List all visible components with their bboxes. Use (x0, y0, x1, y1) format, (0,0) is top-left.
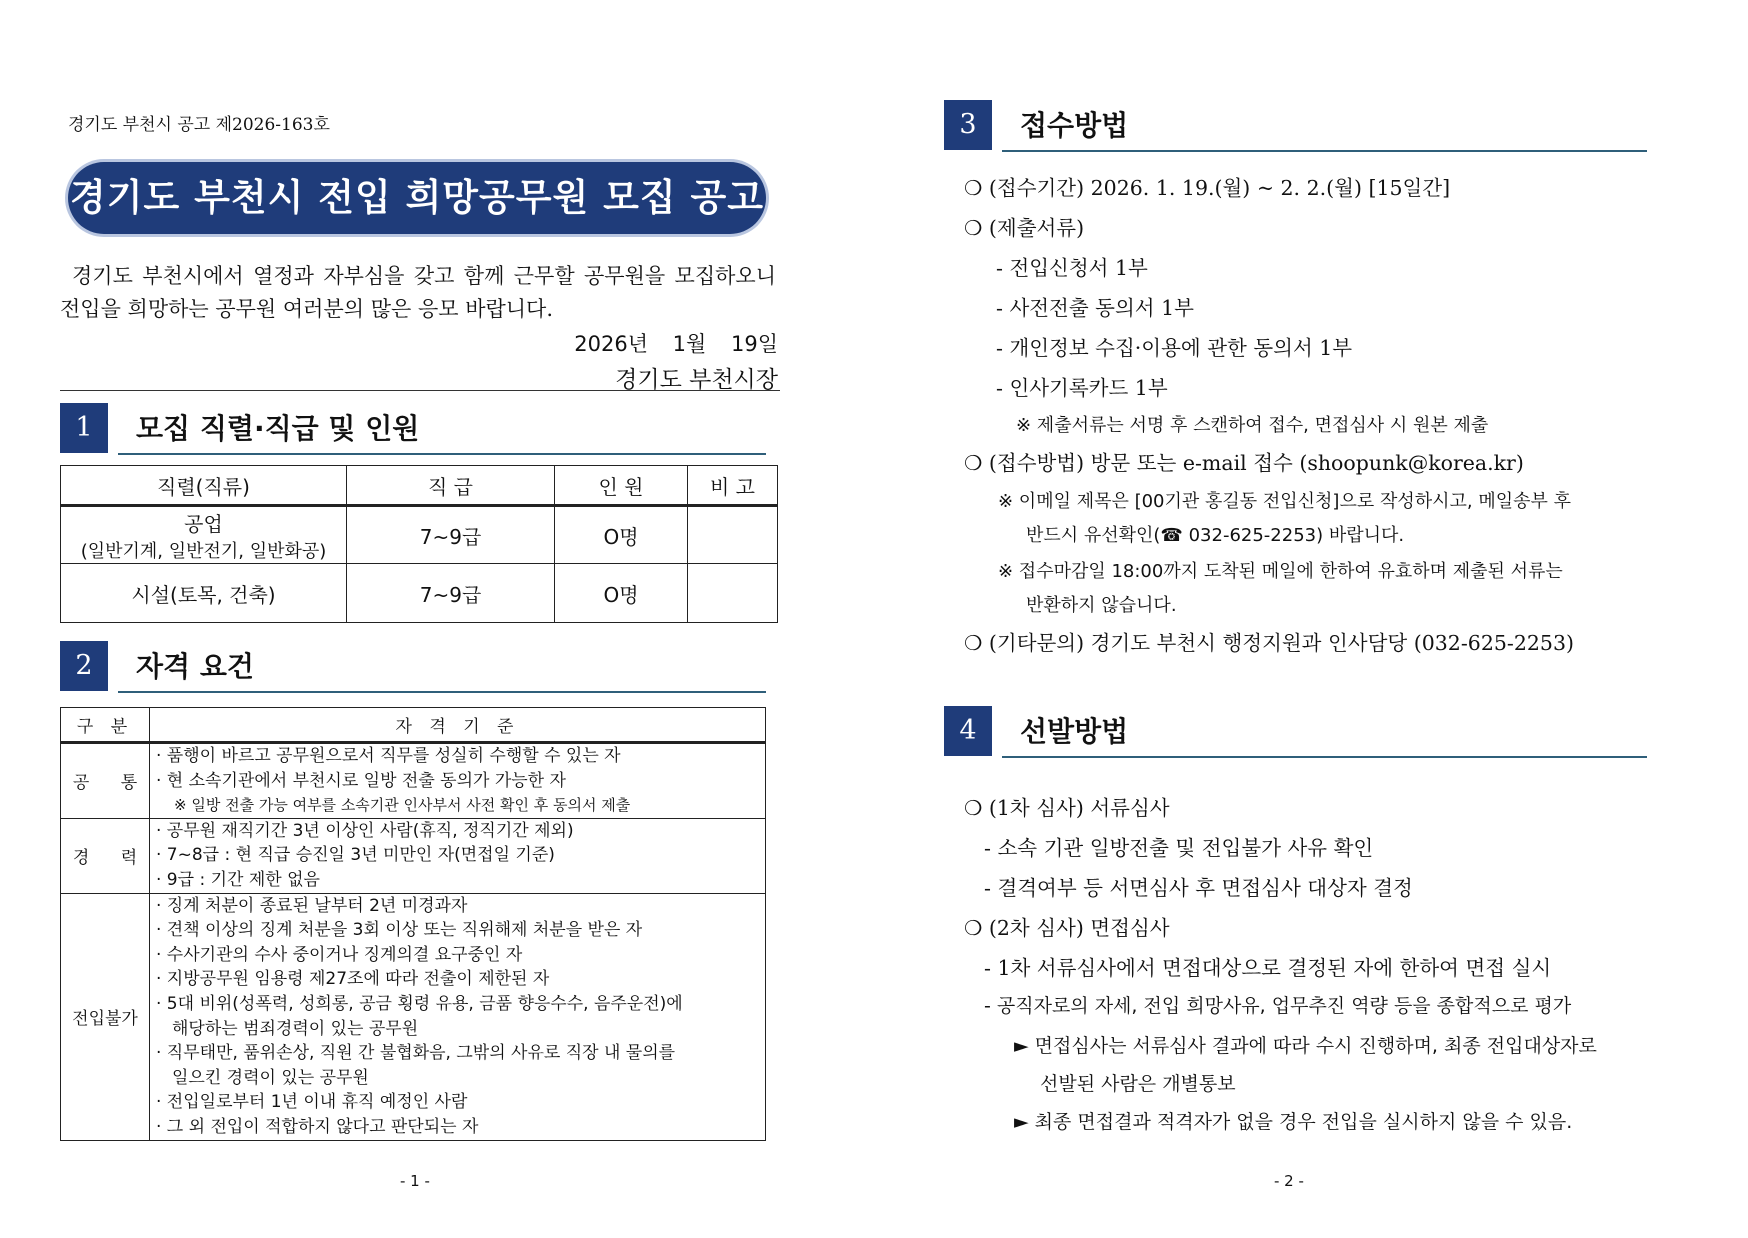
notice-date: 2026년 1월 19일 (574, 332, 778, 356)
page-1 (60, 0, 780, 1238)
table-cell (688, 506, 778, 564)
criteria-item: · 직무태만, 품위손상, 직원 간 불협화음, 그밖의 사유로 직장 내 물의를 (156, 1043, 676, 1064)
criteria-cell (150, 818, 766, 893)
method-line: ❍ (접수기간) 2026. 1. 19.(월) ~ 2. 2.(월) [15일간] (964, 176, 1451, 200)
section-title: 모집 직렬·직급 및 인원 (136, 412, 420, 445)
section-title: 접수방법 (1020, 109, 1129, 142)
method-line: - 전입신청서 1부 (996, 256, 1148, 280)
table-row (61, 506, 778, 564)
table-header: 직렬(직류) (61, 466, 347, 506)
title-banner: 경기도 부천시 전입 희망공무원 모집 공고 (68, 162, 766, 234)
table-header: 직 급 (347, 466, 555, 506)
table-cell: O명 (555, 506, 688, 564)
page-number: - 1 - (400, 1172, 430, 1190)
section-1-heading (60, 403, 766, 455)
criteria-item: · 전입일로부터 1년 이내 휴직 예정인 사람 (156, 1092, 468, 1113)
section-number: 3 (944, 100, 992, 150)
selection-line: - 소속 기관 일방전출 및 전입불가 사유 확인 (984, 836, 1374, 860)
table-header: 자 격 기 준 (150, 708, 766, 743)
criteria-item: · 9급 : 기간 제한 없음 (156, 869, 320, 890)
table-cell: O명 (555, 564, 688, 623)
page-2 (944, 0, 1674, 1238)
criteria-cell (150, 893, 766, 1140)
table-row (61, 818, 766, 893)
criteria-item: · 그 외 전입이 적합하지 않다고 판단되는 자 (156, 1116, 479, 1137)
table-cell: 시설(토목, 건축) (61, 564, 347, 623)
table-cell: 7~9급 (347, 506, 555, 564)
notice-number: 경기도 부천시 공고 제2026-163호 (68, 115, 330, 135)
criteria-item: 해당하는 범죄경력이 있는 공무원 (172, 1018, 419, 1039)
method-note: ※ 제출서류는 서명 후 스캔하여 접수, 면접심사 시 원본 제출 (1016, 415, 1489, 436)
criteria-cell (150, 743, 766, 819)
recruitment-table (60, 465, 778, 623)
series-name: 공업 (184, 511, 223, 536)
method-line: - 사전전출 동의서 1부 (996, 296, 1194, 320)
table-cell (688, 564, 778, 623)
selection-line: - 결격여부 등 서면심사 후 면접심사 대상자 결정 (984, 876, 1413, 900)
criteria-item: · 7~8급 : 현 직급 승진일 3년 미만인 자(면접일 기준) (156, 845, 555, 866)
table-cell: 7~9급 (347, 564, 555, 623)
series-sub: (일반기계, 일반전기, 일반화공) (80, 540, 327, 562)
criteria-item: · 견책 이상의 징계 처분을 3회 이상 또는 직위해제 처분을 받은 자 (156, 920, 643, 941)
category-cell: 경 력 (61, 818, 150, 893)
selection-note: 선발된 사람은 개별통보 (1040, 1073, 1236, 1095)
method-line: - 인사기록카드 1부 (996, 376, 1168, 400)
criteria-item: · 공무원 재직기간 3년 이상인 사람(휴직, 정직기간 제외) (156, 820, 574, 841)
criteria-item: · 현 소속기관에서 부천시로 일방 전출 동의가 가능한 자 (156, 770, 566, 791)
method-line: ❍ (접수방법) 방문 또는 e-mail 접수 (shoopunk@korea.kr) (964, 451, 1524, 475)
method-note: 반드시 유선확인(☎ 032-625-2253) 바랍니다. (1026, 525, 1405, 546)
section-underline (118, 453, 766, 455)
selection-line: - 공직자로의 자세, 전입 희망사유, 업무추진 역량 등을 종합적으로 평가 (984, 995, 1572, 1017)
qualification-table (60, 707, 766, 1141)
criteria-note: ※ 일방 전출 가능 여부를 소속기관 인사부서 사전 확인 후 동의서 제출 (174, 796, 631, 815)
intro-paragraph: 경기도 부천시에서 열정과 자부심을 갖고 함께 근무할 공무원을 모집하오니 전입을 희망하는 공무원 여러분의 많은 응모 바랍니다. (60, 264, 776, 321)
selection-note: ► 최종 면접결과 적격자가 없을 경우 전입을 실시하지 않을 수 있음. (1014, 1111, 1573, 1133)
divider (60, 390, 780, 391)
criteria-item: · 품행이 바르고 공무원으로서 직무를 성실히 수행할 수 있는 자 (156, 746, 621, 766)
category-cell: 전입불가 (61, 893, 150, 1140)
section-underline (1002, 756, 1647, 758)
table-row (61, 743, 766, 819)
criteria-item: · 5대 비위(성폭력, 성희롱, 공금 횡령 유용, 금품 향응수수, 음주운전)에 (156, 993, 683, 1014)
section-number: 1 (60, 403, 108, 453)
section-number: 2 (60, 641, 108, 691)
method-line: ❍ (제출서류) (964, 216, 1085, 240)
section-3-heading (944, 100, 1647, 152)
section-number: 4 (944, 706, 992, 756)
section-title: 자격 요건 (136, 650, 254, 683)
selection-line: ❍ (1차 심사) 서류심사 (964, 796, 1170, 820)
page-number: - 2 - (1274, 1172, 1304, 1190)
table-row (61, 893, 766, 1140)
table-header: 구 분 (61, 708, 150, 743)
table-row (61, 564, 778, 623)
method-line: - 개인정보 수집·이용에 관한 동의서 1부 (996, 336, 1353, 360)
criteria-item: 일으킨 경력이 있는 공무원 (172, 1067, 369, 1088)
table-header: 인 원 (555, 466, 688, 506)
issuer: 경기도 부천시장 (615, 367, 778, 393)
criteria-item: · 수사기관의 수사 중이거나 징계의결 요구중인 자 (156, 944, 523, 965)
table-header: 비 고 (688, 466, 778, 506)
criteria-item: · 지방공무원 임용령 제27조에 따라 전출이 제한된 자 (156, 969, 550, 990)
method-line: ❍ (기타문의) 경기도 부천시 행정지원과 인사담당 (032-625-2253) (964, 631, 1575, 655)
section-2-heading (60, 641, 766, 693)
method-note: ※ 접수마감일 18:00까지 도착된 메일에 한하여 유효하며 제출된 서류는 (998, 561, 1563, 582)
section-underline (118, 691, 766, 693)
section-underline (1002, 150, 1647, 152)
selection-note: ► 면접심사는 서류심사 결과에 따라 수시 진행하며, 최종 전입대상자로 (1014, 1035, 1597, 1057)
section-title: 선발방법 (1020, 715, 1129, 748)
selection-line: - 1차 서류심사에서 면접대상으로 결정된 자에 한하여 면접 실시 (984, 956, 1552, 980)
criteria-item: · 징계 처분이 종료된 날부터 2년 미경과자 (156, 895, 468, 916)
method-note: ※ 이메일 제목은 [00기관 홍길동 전입신청]으로 작성하시고, 메일송부 후 (998, 491, 1571, 512)
table-cell (61, 506, 347, 564)
section-4-heading (944, 706, 1647, 758)
method-note: 반환하지 않습니다. (1026, 595, 1177, 616)
selection-line: ❍ (2차 심사) 면접심사 (964, 916, 1170, 940)
category-cell: 공 통 (61, 743, 150, 819)
